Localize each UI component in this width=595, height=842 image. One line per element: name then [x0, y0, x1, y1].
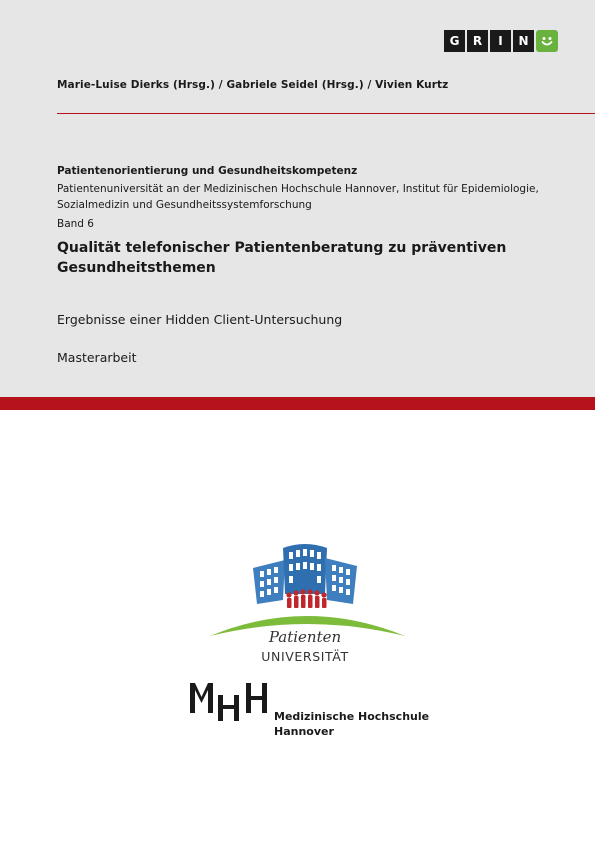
grin-logo — [444, 30, 558, 52]
divider — [57, 113, 595, 114]
document-type: Masterarbeit — [57, 350, 137, 365]
smile-icon — [536, 30, 558, 52]
mhh-name-line2: Hannover — [274, 725, 334, 738]
grin-letter: I — [490, 30, 511, 52]
volume: Band 6 — [57, 218, 94, 230]
grin-letter: G — [444, 30, 465, 52]
grin-letter: R — [467, 30, 488, 52]
mhh-name-line1: Medizinische Hochschule — [274, 710, 430, 723]
logo-text-universitaet: UNIVERSITÄT — [261, 649, 349, 664]
mhh-name — [274, 709, 429, 739]
grin-letter: N — [513, 30, 534, 52]
mhh-monogram — [190, 681, 270, 723]
series-title: Patientenorientierung und Gesundheitskompetenz — [57, 165, 358, 177]
patienten-universitaet-logo — [205, 538, 410, 670]
buildings-graphic — [205, 538, 410, 638]
mhh-logo — [190, 681, 440, 741]
book-title: Qualität telefonischer Patientenberatung zu präventiven Gesundheitsthemen — [57, 240, 507, 276]
book-subtitle: Ergebnisse einer Hidden Client-Untersuchung — [57, 312, 343, 327]
authors: Marie-Luise Dierks (Hrsg.) / Gabriele Seidel (Hrsg.) / Vivien Kurtz — [57, 79, 449, 91]
institution: Patientenuniversität an der Medizinischen Hochschule Hannover, Institut für Epidemiologie, Sozialmedizin und Gesundheitssystemforschung — [57, 183, 539, 211]
logo-text-patienten: Patienten — [268, 628, 342, 646]
red-band — [0, 397, 595, 410]
